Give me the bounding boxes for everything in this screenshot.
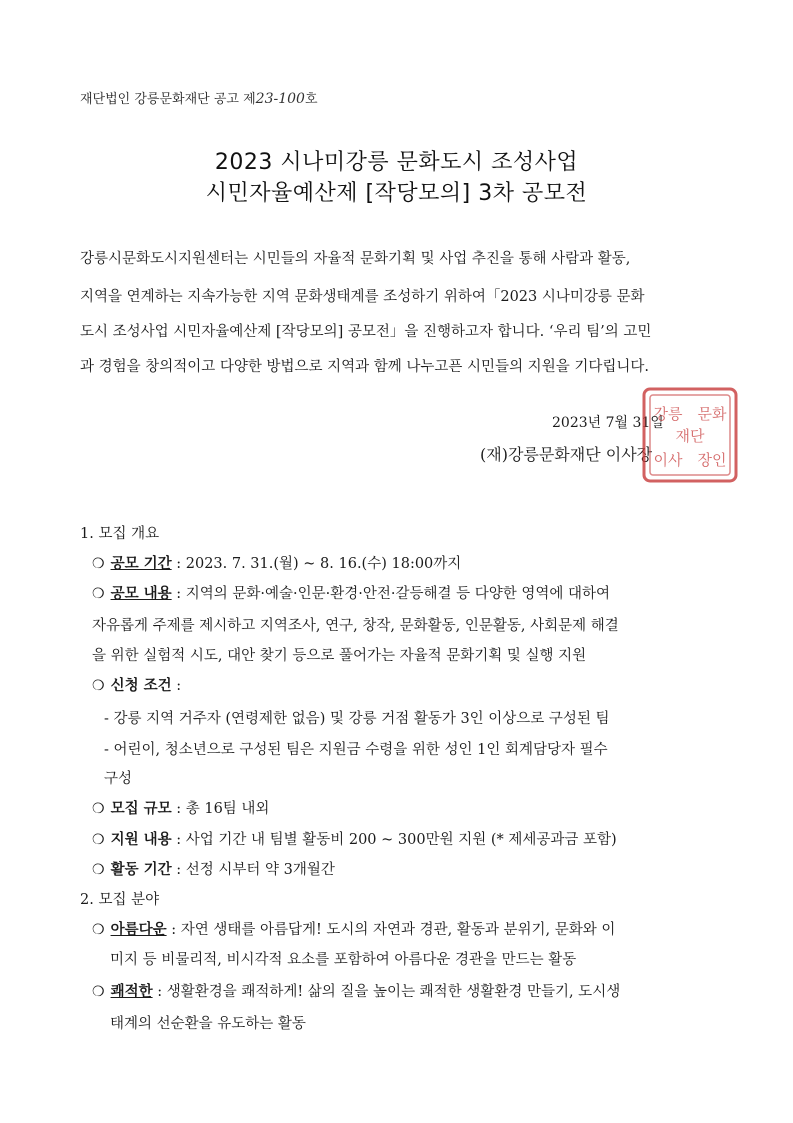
pleasant-line-1: : 생활환경을 쾌적하게! 삶의 질을 높이는 쾌적한 생활환경 만들기, 도시생 (152, 984, 621, 1000)
seal-text-2: 문화 (697, 405, 727, 423)
notice-prefix: 재단법인 강릉문화재단 공고 제 (80, 92, 256, 107)
condition-item-2a: - 어린이, 청소년으로 구성된 팀은 지원금 수령을 위한 성인 1인 회계담당자 필수 (104, 742, 608, 758)
circle-bullet-icon: ❍ (92, 984, 105, 1000)
condition-item-1: - 강릉 지역 거주자 (연령제한 없음) 및 강릉 거점 활동가 3인 이상으로 구성된 팀 (104, 711, 610, 727)
period-value: : 2023. 7. 31.(월) ~ 8. 16.(수) 18:00까지 (171, 556, 462, 572)
condition-label: 신청 조건 (110, 677, 172, 694)
support-value: : 사업 기간 내 팀별 활동비 200 ~ 300만원 지원 (* 제세공과금 포함) (171, 832, 617, 848)
circle-bullet-icon: ❍ (92, 586, 105, 602)
support-row (92, 828, 617, 849)
content-line-3: 을 위한 실험적 시도, 대안 찾기 등으로 풀어가는 자율적 문화기획 및 실행 지원 (92, 648, 587, 664)
intro-line-3: 도시 조성사업 시민자율예산제 [작당모의] 공모전」을 진행하고자 합니다. ‘우리 팀’의 고민 (80, 324, 652, 340)
section1-heading: 1. 모집 개요 (80, 526, 160, 542)
seal-text-1: 강릉 (653, 405, 683, 423)
intro-line-1: 강릉시문화도시지원센터는 시민들의 자율적 문화기획 및 사업 추진을 통해 사람과 활동, (80, 251, 631, 267)
official-seal-icon (640, 385, 740, 485)
seal-text-4: 이사 (653, 451, 683, 469)
pleasant-row (92, 980, 620, 1001)
notice-number-handwritten: 23-100 (255, 91, 305, 107)
activity-row (92, 858, 335, 879)
circle-bullet-icon: ❍ (92, 862, 105, 878)
condition-item-2b: 구성 (104, 771, 133, 787)
signer-name: (재)강릉문화재단 이사장 (480, 445, 653, 464)
beautiful-label: 아름다운 (110, 921, 167, 938)
notice-number (80, 88, 318, 107)
content-line-2: 자유롭게 주제를 제시하고 지역조사, 연구, 창작, 문화활동, 인문활동, 사회문제 해결 (92, 618, 619, 634)
page-title-line2: 시민자율예산제 [작당모의] 3차 공모전 (205, 181, 588, 206)
scale-label: 모집 규모 (110, 800, 172, 817)
circle-bullet-icon: ❍ (92, 922, 105, 938)
content-label: 공모 내용 (110, 585, 172, 602)
condition-value: : (171, 678, 182, 694)
circle-bullet-icon: ❍ (92, 556, 105, 572)
activity-label: 활동 기간 (110, 861, 172, 878)
beautiful-row (92, 918, 615, 939)
scale-value: : 총 16팀 내외 (171, 801, 270, 817)
circle-bullet-icon: ❍ (92, 832, 105, 848)
beautiful-line-2: 미지 등 비물리적, 비시각적 요소를 포함하여 아름다운 경관을 만드는 활동 (110, 952, 577, 968)
activity-value: : 선정 시부터 약 3개월간 (171, 862, 335, 878)
intro-line-4: 과 경험을 창의적이고 다양한 방법으로 지역과 함께 나누고픈 시민들의 지원을 기다립니다. (80, 359, 649, 375)
content-line-1: : 지역의 문화·예술·인문·환경·안전·갈등해결 등 다양한 영역에 대하여 (171, 586, 611, 602)
period-label: 공모 기간 (110, 555, 172, 572)
beautiful-line-1: : 자연 생태를 아름답게! 도시의 자연과 경관, 활동과 분위기, 문화와 이 (166, 922, 616, 938)
circle-bullet-icon: ❍ (92, 801, 105, 817)
notice-suffix: 호 (304, 92, 318, 107)
section2-heading: 2. 모집 분야 (80, 892, 160, 908)
content-row (92, 582, 610, 603)
page-title-line1: 2023 시나미강릉 문화도시 조성사업 (214, 150, 579, 175)
support-label: 지원 내용 (110, 831, 172, 848)
pleasant-label: 쾌적한 (110, 983, 153, 1000)
condition-row (92, 674, 181, 695)
intro-line-2: 지역을 연계하는 지속가능한 지역 문화생태계를 조성하기 위하여「2023 시나미강릉 문화 (80, 289, 645, 305)
notice-date: 2023년 7월 31일 (552, 415, 664, 431)
seal-text-3: 재단 (675, 427, 705, 445)
seal-text-5: 장인 (697, 451, 727, 469)
pleasant-line-2: 태계의 선순환을 유도하는 활동 (110, 1016, 306, 1032)
scale-row (92, 797, 269, 818)
circle-bullet-icon: ❍ (92, 678, 105, 694)
period-row (92, 552, 461, 573)
